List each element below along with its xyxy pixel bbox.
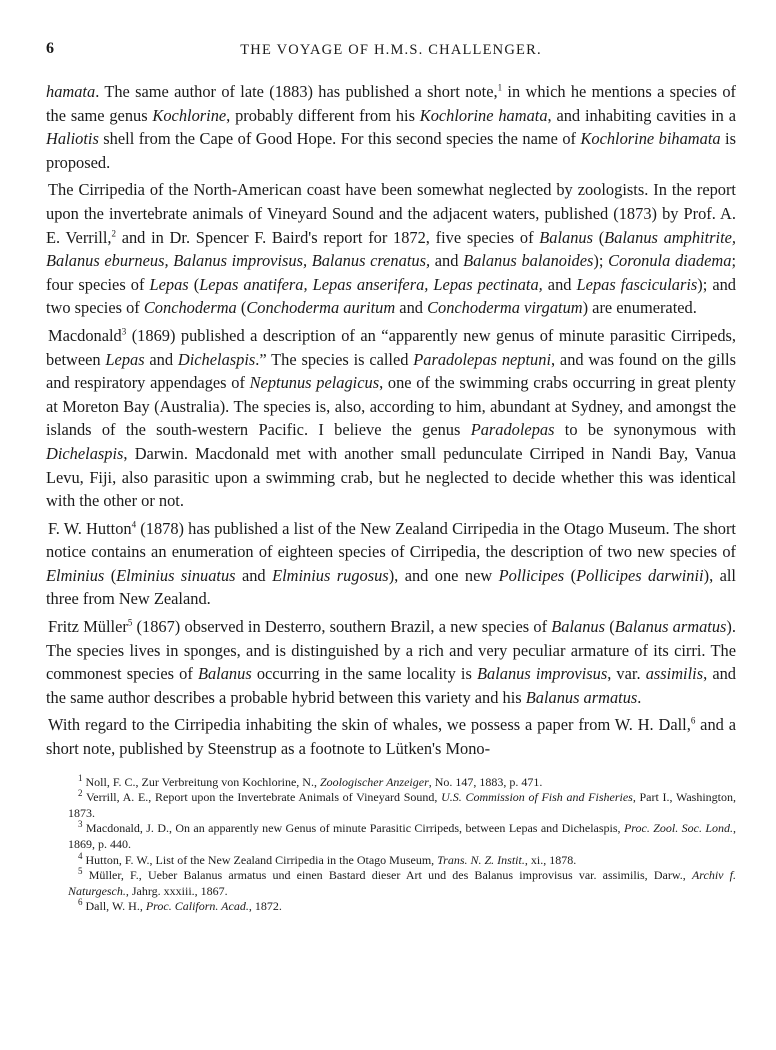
footnote-5: $^5$ Müller, F., Ueber Balanus armatus und einen Bastard dieser Art und des Balanus improvisus var. assimilis, Darw., Archiv f. Naturgesch., Jahrg. xxxiii., 1867.	[68, 866, 737, 898]
footnote-ref: 2	[111, 228, 116, 239]
body-text	[46, 80, 736, 761]
footnote-2: $^2$ Verrill, A. E., Report upon the Invertebrate Animals of Vineyard Sound, U.S. Commission of Fish and Fisheries, Part I., Washington, 1873.	[68, 788, 737, 820]
paragraph-4: F. W. Hutton$^4$ (1878) has published a list of the New Zealand Cirripedia in the Otago Museum. The short notice contains an enumeration of eighteen species of Cirripedia, the description of two new species of Elminius (Elminius sinuatus and Elminius rugosus), and one new Pollicipes (Pollicipes darwinii), all three from New Zealand.	[46, 518, 736, 609]
page-header	[46, 40, 736, 66]
footnote-ref: 5	[127, 617, 133, 628]
footnote-4: $^4$ Hutton, F. W., List of the New Zealand Cirripedia in the Otago Museum, Trans. N. Z. Instit., xi., 1878.	[78, 850, 577, 867]
footnotes	[46, 772, 737, 915]
footnote-ref: 4	[131, 519, 137, 530]
paragraph-5: Fritz Müller$^5$ (1867) observed in Desterro, southern Brazil, a new species of Balanus (Balanus armatus). The species lives in sponges, and is distinguished by a rich and very peculiar armature of its cirri. The commonest species of Balanus occurring in the same locality is Balanus improvisus, var. assimilis, and the same author describes a probable hybrid between this variety and his Balanus armatus.	[46, 617, 736, 707]
paragraph-1: hamata. The same author of late (1883) has published a short note,$^1$ in which he mentions a species of the same genus Kochlorine, probably different from his Kochlorine hamata, and inhabiting cavities in a Haliotis shell from the Cape of Good Hope. For this second species the name of Kochlorine bihamata is proposed.	[46, 82, 736, 172]
footnote-ref: 1	[497, 82, 503, 93]
footnote-1: $^1$ Noll, F. C., Zur Verbreitung von Kochlorine, N., Zoologischer Anzeiger, No. 147, 1883, p. 471.	[78, 772, 543, 789]
paragraph-6: With regard to the Cirripedia inhabiting the skin of whales, we possess a paper from W. H. Dall,$^6$ and a short note, published by Steenstrup as a footnote to Lütken's Mono-	[46, 715, 736, 759]
footnote-ref: 3	[121, 326, 127, 337]
running-head: THE VOYAGE OF H.M.S. CHALLENGER.	[240, 42, 542, 58]
paragraph-2: The Cirripedia of the North-American coast have been somewhat neglected by zoologists. In the report upon the invertebrate animals of Vineyard Sound and the adjacent waters, published (1873) by Prof. A. E. Verrill,$^2$ and in Dr. Spencer F. Baird's report for 1872, five species of Balanus (Balanus amphitrite, Balanus eburneus, Balanus improvisus, Balanus crenatus, and Balanus balanoides); Coronula diadema; four species of Lepas (Lepas anatifera, Lepas anserifera, Lepas pectinata, and Lepas fascicularis); and two species of Conchoderma (Conchoderma auritum and Conchoderma virgatum) are enumerated.	[46, 180, 737, 318]
footnote-3: $^3$ Macdonald, J. D., On an apparently new Genus of minute Parasitic Cirripeds, between Lepas and Dichelaspis, Proc. Zool. Soc. Lond., 1869, p. 440.	[68, 819, 737, 851]
paragraph-3: Macdonald$^3$ (1869) published a description of an “apparently new genus of minute parasitic Cirripeds, between Lepas and Dichelaspis.” The species is called Paradolepas neptuni, and was found on the gills and respiratory appendages of Neptunus pelagicus, one of the swimming crabs occurring in great plenty at Moreton Bay (Australia). The species is, also, according to him, abundant at Sydney, and amongst the islands of the south-western Pacific. I believe the genus Paradolepas to be synonymous with Dichelaspis, Darwin. Macdonald met with another small pedunculate Cirriped in Nandi Bay, Vanua Levu, Fiji, also parasitic upon a swimming crab, but he neglected to decide whether this was identical with the other or not.	[46, 325, 737, 511]
footnote-ref: 6	[690, 715, 696, 726]
footnote-6: $^6$ Dall, W. H., Proc. Californ. Acad., 1872.	[78, 897, 282, 914]
page	[46, 40, 736, 915]
page-number: 6	[46, 40, 54, 57]
